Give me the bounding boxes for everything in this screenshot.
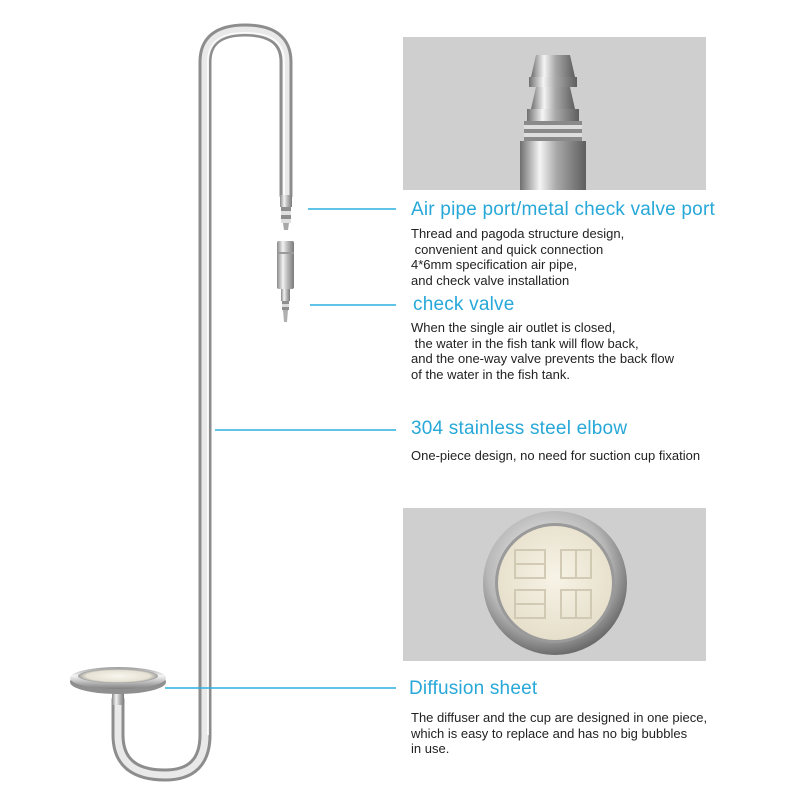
feature-title-air-port: Air pipe port/metal check valve port [411,199,715,220]
feature-title-diffusion: Diffusion sheet [409,678,538,699]
feature-title-elbow: 304 stainless steel elbow [411,418,628,439]
check-valve-part [277,241,294,322]
diffuser-cup [70,667,166,705]
feature-description-diffusion: The diffuser and the cup are designed in one piece, which is easy to replace and has no big bubbles in use. [411,710,708,756]
feature-description-elbow: One-piece design, no need for suction cup fixation [411,448,701,463]
steel-elbow-pipe [118,30,286,775]
metal-pagoda-connector-closeup-icon [403,37,706,190]
pagoda-connector [280,195,292,230]
connector-closeup-photo [403,37,706,190]
feature-description-check-valve: When the single air outlet is closed, the water in the fish tank will flow back, and the one-way valve prevents the back flow of the water in the fish tank. [411,320,675,382]
feature-description-air-port: Thread and pagoda structure design, convenient and quick connection 4*6mm specification air pipe, and check valve installation [411,226,625,288]
feature-title-check-valve: check valve [413,294,515,315]
diffuser-closeup-photo [403,508,706,661]
ceramic-diffuser-disc-closeup-icon [403,508,706,661]
